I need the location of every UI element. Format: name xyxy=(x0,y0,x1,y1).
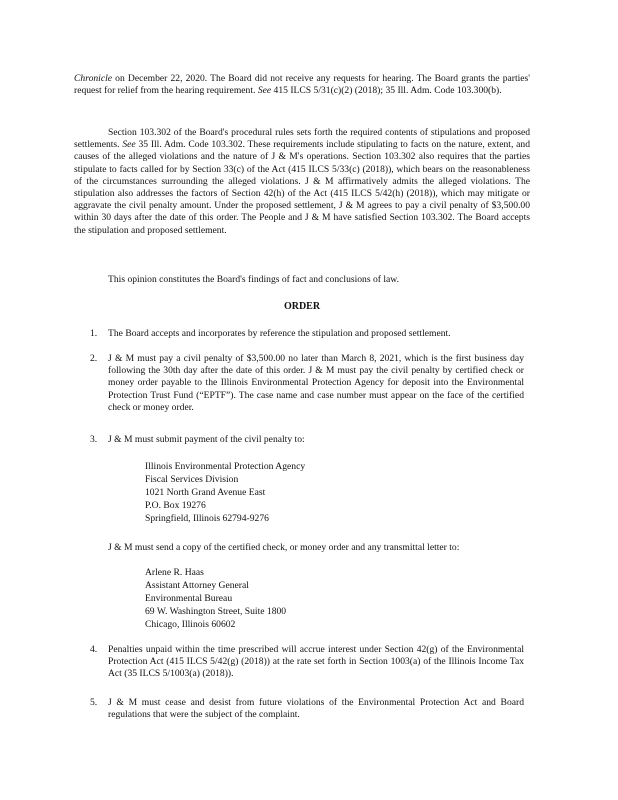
section-part1: Section 103.302 of the Board's procedural rules sets forth the required contents of stipulations and proposed settlements. xyxy=(74,127,530,151)
intro-cite: 415 ILCS 5/31(c)(2) (2018); 35 Ill. Adm. Code 103.300(b). xyxy=(271,85,502,97)
address-line: Fiscal Services Division xyxy=(145,474,239,485)
item-number: 1. xyxy=(90,328,98,339)
ieppa-address-block xyxy=(145,461,445,526)
see-italic: See xyxy=(257,85,272,97)
address-line: Illinois Environmental Protection Agency xyxy=(145,461,306,472)
intro-text: on December 22, 2020. The Board did not receive any requests for hearing. The Board grants the parties' request for relief from the hearing requirement. xyxy=(74,73,530,97)
findings-text: This opinion constitutes the Board's findings of fact and conclusions of law. xyxy=(108,274,400,285)
address-line: Chicago, Illinois 60602 xyxy=(145,619,236,630)
intro-paragraph xyxy=(74,73,530,97)
address-line: Springfield, Illinois 62794-9276 xyxy=(145,513,269,524)
section-paragraph xyxy=(74,127,530,237)
see-italic-2: See xyxy=(122,139,136,151)
copy-instruction: J & M must send a copy of the certified check, or money order and any transmittal letter to: xyxy=(108,542,460,553)
findings-line xyxy=(74,274,530,286)
address-line: 1021 North Grand Avenue East xyxy=(145,487,266,498)
item-number: 3. xyxy=(90,434,98,445)
item-text: Penalties unpaid within the time prescribed will accrue interest under Section 42(g) of the Environmental Protection Act (415 ILCS 5/42(g) (2018)) at the rate set forth in Section 1003(a) of the Illinois Income Tax Act (35 ILCS 5/1003(a) (2018)). xyxy=(108,644,524,680)
address-line: Environmental Bureau xyxy=(145,593,233,604)
item-number: 4. xyxy=(90,644,98,655)
item-number: 5. xyxy=(90,697,98,708)
chronicle-italic: Chronicle xyxy=(74,73,113,84)
item-text: J & M must cease and desist from future violations of the Environmental Protection Act and Board regulations that were the subject of the complaint. xyxy=(108,697,524,721)
item-text: J & M must pay a civil penalty of $3,500.00 no later than March 8, 2021, which is the first business day following the 30th day after the date of this order. J & M must pay the civil penalty by certified check or money order payable to the Illinois Environmental Protection Agency for deposit into the Environmental Protection Trust Fund (“EPTF”). The case name and case number must appear on the face of the certified check or money order. xyxy=(108,353,524,413)
item-text: J & M must submit payment of the civil penalty to: xyxy=(108,434,305,445)
address-line: Arlene R. Haas xyxy=(145,567,204,578)
attorney-address-block xyxy=(145,567,445,632)
item-text: The Board accepts and incorporates by reference the stipulation and proposed settlement. xyxy=(108,328,451,339)
address-line: P.O. Box 19276 xyxy=(145,500,206,511)
address-line: Assistant Attorney General xyxy=(145,580,249,591)
item-number: 2. xyxy=(90,353,98,364)
section-part2: 35 Ill. Adm. Code 103.302. These requirements include stipulating to facts on the nature, extent, and causes of the alleged violations and the nature of J & M's operations. Section 103.302 also requires that the parties stipulate to facts called for by Section 33(c) of the Act (415 ILCS 5/33(c) (2018)), which bears on the reasonableness of the circumstances surrounding the alleged violations. J & M affirmatively admits the alleged violations. The stipulation also addresses the factors of Section 42(h) of the Act (415 ILCS 5/42(h) (2018)), which may mitigate or aggravate the civil penalty amount. Under the proposed settlement, J & M agrees to pay a civil penalty of $3,500.00 within 30 days after the date of this order. The People and J & M have satisfied Section 103.302. The Board accepts the stipulation and proposed settlement. xyxy=(74,139,530,236)
order-heading: ORDER xyxy=(283,301,321,312)
address-line: 69 W. Washington Street, Suite 1800 xyxy=(145,606,287,617)
